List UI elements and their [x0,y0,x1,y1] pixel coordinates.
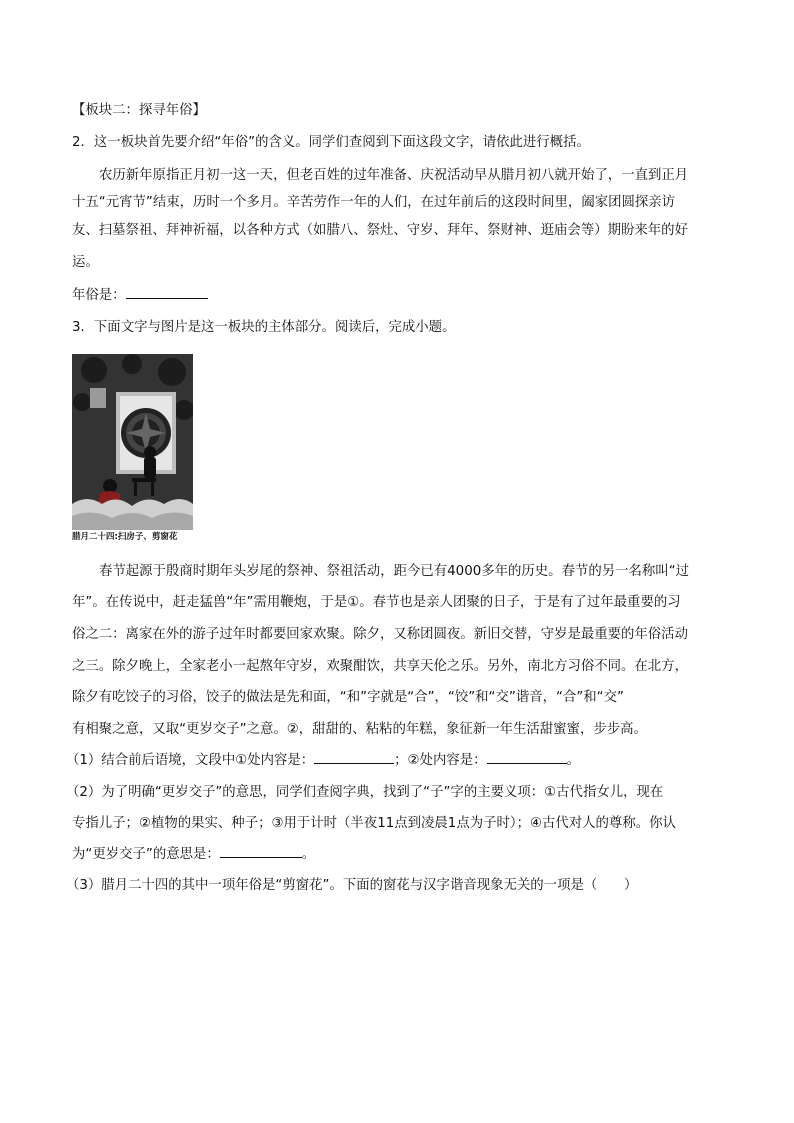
q2-answer-label: 年俗是： [72,288,126,303]
q3-sub2-line-2: 专指儿子；②植物的果实、种子；③用于计时（半夜11点到凌晨1点为子时）；④古代对人的尊称。你认 [72,816,676,831]
q3-passage-line-6: 有相聚之意，又取“更岁交子”之意。②，甜甜的、粘粘的年糕，象征新一年生活甜蜜蜜，步步高。 [72,722,647,737]
q3-sub2-last-prefix: 为“更岁交子”的意思是： [72,847,220,862]
q3-sub1-blank-1[interactable] [314,751,394,764]
q2-answer-blank[interactable] [126,286,208,299]
q3-passage-line-2: 年”。在传说中，赶走猛兽“年”需用鞭炮，于是①。春节也是亲人团聚的日子，于是有了过年最重要的习 [72,595,681,610]
q2-passage-line-3: 友、扫墓祭祖、拜神祈福，以各种方式（如腊八、祭灶、守岁、拜年、祭财神、逛庙会等）期盼来年的好 [72,223,688,238]
q3-passage-line-4: 之三。除夕晚上，全家老小一起熬年守岁，欢聚酣饮，共享天伦之乐。另外，南北方习俗不同。在北方， [72,659,688,674]
q3-sub1-middle: ；②处内容是： [394,753,487,768]
q3-sub2-last-suffix: 。 [301,847,316,862]
illustration-figure [72,354,193,530]
q3-sub2-line-3 [72,845,732,865]
q3-passage-line-1: 春节起源于殷商时期年头岁尾的祭神、祭祖活动，距今已有4000多年的历史。春节的另一名称叫“过 [99,564,690,579]
q3-prompt: 3．下面文字与图片是这一板块的主体部分。阅读后，完成小题。 [72,320,456,335]
section-header: 【板块二：探寻年俗】 [72,103,206,118]
q2-passage-line-1: 农历新年原指正月初一这一天，但老百姓的过年准备、庆祝活动早从腊月初八就开始了，一直到正月 [99,168,689,183]
q2-passage-line-4: 运。 [72,255,99,270]
q2-prompt: 2．这一板块首先要介绍“年俗”的含义。同学们查阅到下面这段文字，请依此进行概括。 [72,135,590,150]
q3-sub1 [66,751,726,771]
q3-sub1-suffix: 。 [566,753,580,768]
figure-caption: 腊月二十四:扫房子、剪窗花 [72,532,178,542]
window-flower-illustration [72,354,193,530]
q2-passage-line-2: 十五“元宵节”结束，历时一个多月。辛苦劳作一年的人们，在过年前后的这段时间里，阖家团圆探亲访 [72,195,676,210]
q3-sub1-blank-2[interactable] [487,751,567,764]
q3-passage-line-5: 除夕有吃饺子的习俗，饺子的做法是先和面，“和”字就是“合”，“饺”和“交”谐音，“合”和“交” [72,690,624,705]
q3-sub3: （3）腊月二十四的其中一项年俗是“剪窗花”。下面的窗花与汉字谐音现象无关的一项是（ ） [66,878,638,893]
q3-sub1-prefix: （1）结合前后语境，文段中①处内容是： [66,753,315,768]
q3-sub2-blank[interactable] [220,845,302,858]
q3-sub2-line-1: （2）为了明确“更岁交子”的意思，同学们查阅字典，找到了“子”字的主要义项：①古代指女儿，现在 [66,785,664,800]
q2-answer-row [72,286,732,306]
q3-passage-line-3: 俗之二：离家在外的游子过年时都要回家欢聚。除夕，又称团圆夜。新旧交替，守岁是最重要的年俗活动 [72,627,688,642]
